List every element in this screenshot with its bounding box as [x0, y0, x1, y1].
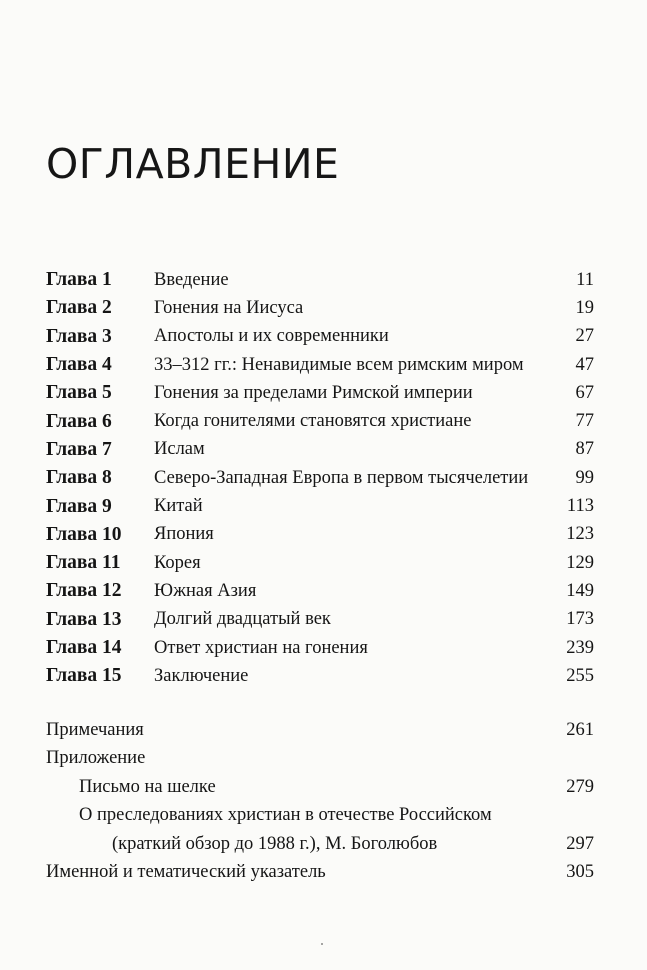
- toc-entry-15[interactable]: [46, 662, 594, 690]
- toc-entry-7[interactable]: [46, 436, 594, 464]
- page-number: 173: [566, 609, 594, 630]
- chapter-title: Ответ христиан на гонения: [154, 637, 368, 658]
- chapter-title: Япония: [154, 524, 214, 545]
- page-number: 99: [575, 467, 594, 488]
- entry-label: О преследованиях христиан в отечестве Российском: [79, 805, 492, 826]
- chapter-title: Северо-Западная Европа в первом тысячелетии: [154, 467, 529, 488]
- page-number: 129: [566, 552, 594, 573]
- chapter-title: Заключение: [154, 665, 249, 686]
- toc-entry-14[interactable]: [46, 634, 594, 662]
- chapter-number: Глава 12: [46, 580, 122, 602]
- page-number: 123: [566, 524, 594, 545]
- chapter-number: Глава 10: [46, 523, 122, 545]
- chapter-number: Глава 8: [46, 467, 112, 489]
- back-matter-index[interactable]: [46, 859, 594, 888]
- chapter-number: Глава 13: [46, 608, 122, 630]
- chapter-title: Гонения за пределами Римской империи: [154, 382, 473, 403]
- entry-label: Приложение: [46, 748, 146, 769]
- toc-entry-8[interactable]: [46, 464, 594, 492]
- chapter-title: Ислам: [154, 439, 205, 460]
- back-matter-silk-letter[interactable]: [46, 773, 594, 802]
- toc-entry-12[interactable]: [46, 577, 594, 605]
- page-number: 305: [566, 862, 594, 883]
- back-matter-persecution-subtitle[interactable]: [46, 830, 594, 859]
- back-matter-notes[interactable]: [46, 716, 594, 745]
- chapter-title: Апостолы и их современники: [154, 326, 389, 347]
- page-number: 47: [575, 354, 594, 375]
- chapter-title: Китай: [154, 496, 203, 517]
- entry-label: Именной и тематический указатель: [46, 862, 326, 883]
- page-title: ОГЛАВЛЕНИЕ: [46, 140, 340, 188]
- chapter-title: 33–312 гг.: Ненавидимые всем римским миром: [154, 354, 524, 375]
- chapter-number: Глава 7: [46, 438, 112, 460]
- page-number: 279: [566, 776, 594, 797]
- entry-label: Примечания: [46, 719, 144, 740]
- chapter-number: Глава 3: [46, 325, 112, 347]
- chapter-title: Гонения на Иисуса: [154, 297, 304, 318]
- entry-label: Письмо на шелке: [79, 776, 216, 797]
- print-speck: [321, 943, 323, 945]
- page-number: 77: [575, 411, 594, 432]
- page-number: 261: [566, 719, 594, 740]
- chapter-title: Южная Азия: [154, 580, 257, 601]
- toc-entry-1[interactable]: [46, 266, 594, 294]
- chapter-number: Глава 6: [46, 410, 112, 432]
- chapter-title: Введение: [154, 269, 229, 290]
- chapter-number: Глава 14: [46, 637, 122, 658]
- table-of-contents: [46, 266, 594, 690]
- page-number: 297: [566, 833, 594, 854]
- toc-entry-10[interactable]: [46, 521, 594, 549]
- toc-entry-9[interactable]: [46, 492, 594, 520]
- toc-entry-13[interactable]: [46, 606, 594, 634]
- page-number: 11: [576, 269, 594, 290]
- page-number: 87: [575, 439, 594, 460]
- page-number: 113: [566, 496, 594, 517]
- page-number: 239: [566, 637, 594, 658]
- toc-entry-2[interactable]: [46, 294, 594, 322]
- chapter-title: Когда гонителями становятся христиане: [154, 411, 472, 432]
- toc-entry-5[interactable]: [46, 379, 594, 407]
- chapter-number: Глава 11: [46, 552, 121, 574]
- back-matter-persecution-title[interactable]: [46, 802, 594, 831]
- chapter-number: Глава 15: [46, 665, 122, 687]
- toc-entry-4[interactable]: [46, 351, 594, 379]
- chapter-number: Глава 2: [46, 297, 112, 319]
- page-number: 149: [566, 580, 594, 601]
- chapter-number: Глава 5: [46, 382, 112, 404]
- chapter-title: Корея: [154, 552, 201, 573]
- toc-entry-11[interactable]: [46, 549, 594, 577]
- page-number: 27: [575, 326, 594, 347]
- chapter-number: Глава 4: [46, 354, 112, 376]
- page-number: 19: [575, 297, 594, 318]
- back-matter-appendix[interactable]: [46, 745, 594, 774]
- page-number: 255: [566, 665, 594, 686]
- toc-entry-3[interactable]: [46, 323, 594, 351]
- back-matter-list: [46, 716, 594, 887]
- chapter-number: Глава 1: [46, 269, 112, 291]
- chapter-title: Долгий двадцатый век: [154, 609, 331, 630]
- toc-entry-6[interactable]: [46, 407, 594, 435]
- page-number: 67: [575, 382, 594, 403]
- chapter-number: Глава 9: [46, 495, 112, 517]
- entry-label: (краткий обзор до 1988 г.), М. Боголюбов: [112, 833, 438, 854]
